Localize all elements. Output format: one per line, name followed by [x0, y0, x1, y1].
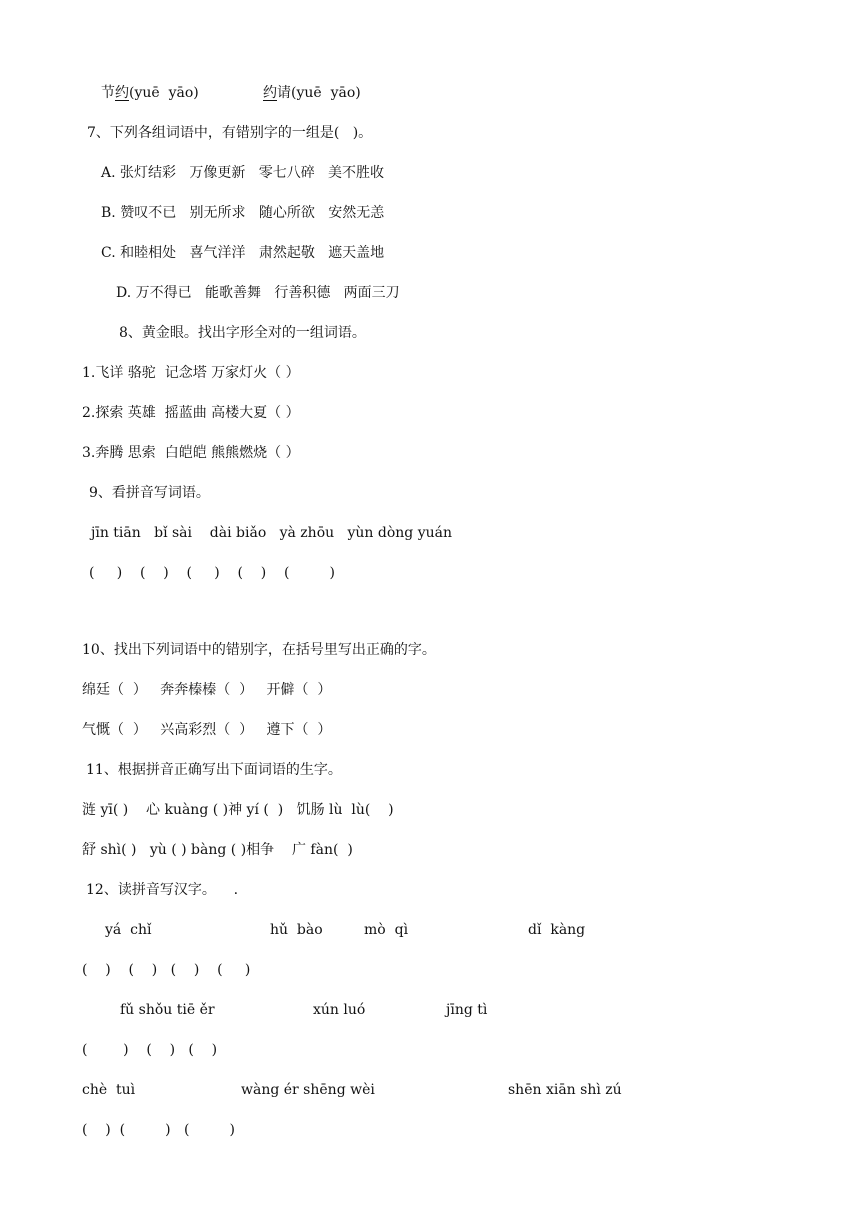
q10-row-2: 气慨（ ） 兴高彩烈（ ） 遵下（ ）	[82, 722, 332, 738]
q8-option-1: 1.飞详 骆驼 记念塔 万家灯火（ ）	[82, 365, 300, 381]
q11-row-2: 舒 shì( ) yù ( ) bàng ( )相争 广 fàn( )	[82, 842, 353, 858]
q12-pinyin-2b: xún luó	[313, 1002, 366, 1018]
q7-option-c: C. 和睦相处 喜气洋洋 肃然起敬 遮天盖地	[101, 245, 385, 261]
q9-pinyin-row: jīn tiān bǐ sài dài biǎo yà zhōu yùn dòng yuán	[91, 525, 452, 541]
homograph-line	[101, 84, 199, 102]
q12-pinyin-1c: mò qì	[364, 922, 409, 938]
word1-prefix: 节	[101, 85, 115, 101]
q12-pinyin-2c: jīng tì	[446, 1002, 488, 1018]
q12-pinyin-3c: shēn xiān shì zú	[508, 1082, 622, 1098]
q10-row-1: 绵廷（ ） 奔奔榛榛（ ） 开僻（ ）	[82, 682, 332, 698]
q7-option-d: D. 万不得已 能歌善舞 行善积德 两面三刀	[116, 285, 400, 301]
word1-pinyin: (yuē yāo)	[129, 85, 199, 101]
question-12-title: 12、读拼音写汉字。 .	[86, 882, 239, 898]
q12-pinyin-1a: yá chǐ	[105, 922, 152, 938]
word2-underlined-char: 约	[263, 85, 277, 101]
question-10-title: 10、找出下列词语中的错别字，在括号里写出正确的字。	[82, 642, 436, 658]
question-7-title: 7、下列各组词语中，有错别字的一组是( )。	[87, 125, 373, 141]
word2-suffix: 请	[277, 85, 291, 101]
question-9-title: 9、看拼音写词语。	[89, 485, 210, 501]
q11-row-1: 涟 yī( ) 心 kuàng ( )神 yí ( ) 饥肠 lù lù( )	[82, 802, 394, 818]
q12-blanks-2: ( ) ( ) ( )	[82, 1042, 218, 1058]
q12-blanks-1: ( ) ( ) ( ) ( )	[82, 962, 251, 978]
word1-underlined-char: 约	[115, 85, 129, 101]
question-11-title: 11、根据拼音正确写出下面词语的生字。	[86, 762, 342, 778]
q12-pinyin-2a: fǔ shǒu tiē ěr	[120, 1002, 215, 1018]
q12-blanks-3: ( ) ( ) ( )	[82, 1122, 235, 1138]
word2-pinyin: (yuē yāo)	[291, 85, 361, 101]
q8-option-2: 2.探索 英雄 摇蓝曲 高楼大夏（ ）	[82, 405, 300, 421]
q8-option-3: 3.奔腾 思索 白皑皑 熊熊燃烧（ ）	[82, 445, 300, 461]
question-8-title: 8、黄金眼。找出字形全对的一组词语。	[119, 325, 366, 341]
q7-option-a: A. 张灯结彩 万像更新 零七八碎 美不胜收	[101, 165, 385, 181]
homograph-line-2	[263, 84, 361, 102]
q12-pinyin-3a: chè tuì	[82, 1082, 136, 1098]
q9-answer-blanks: ( ) ( ) ( ) ( ) ( )	[89, 565, 335, 581]
q12-pinyin-1d: dǐ kàng	[528, 922, 586, 938]
q12-pinyin-1b: hǔ bào	[270, 922, 323, 938]
q7-option-b: B. 赞叹不已 别无所求 随心所欲 安然无恙	[101, 205, 385, 221]
q12-pinyin-3b: wàng ér shēng wèi	[241, 1082, 375, 1098]
